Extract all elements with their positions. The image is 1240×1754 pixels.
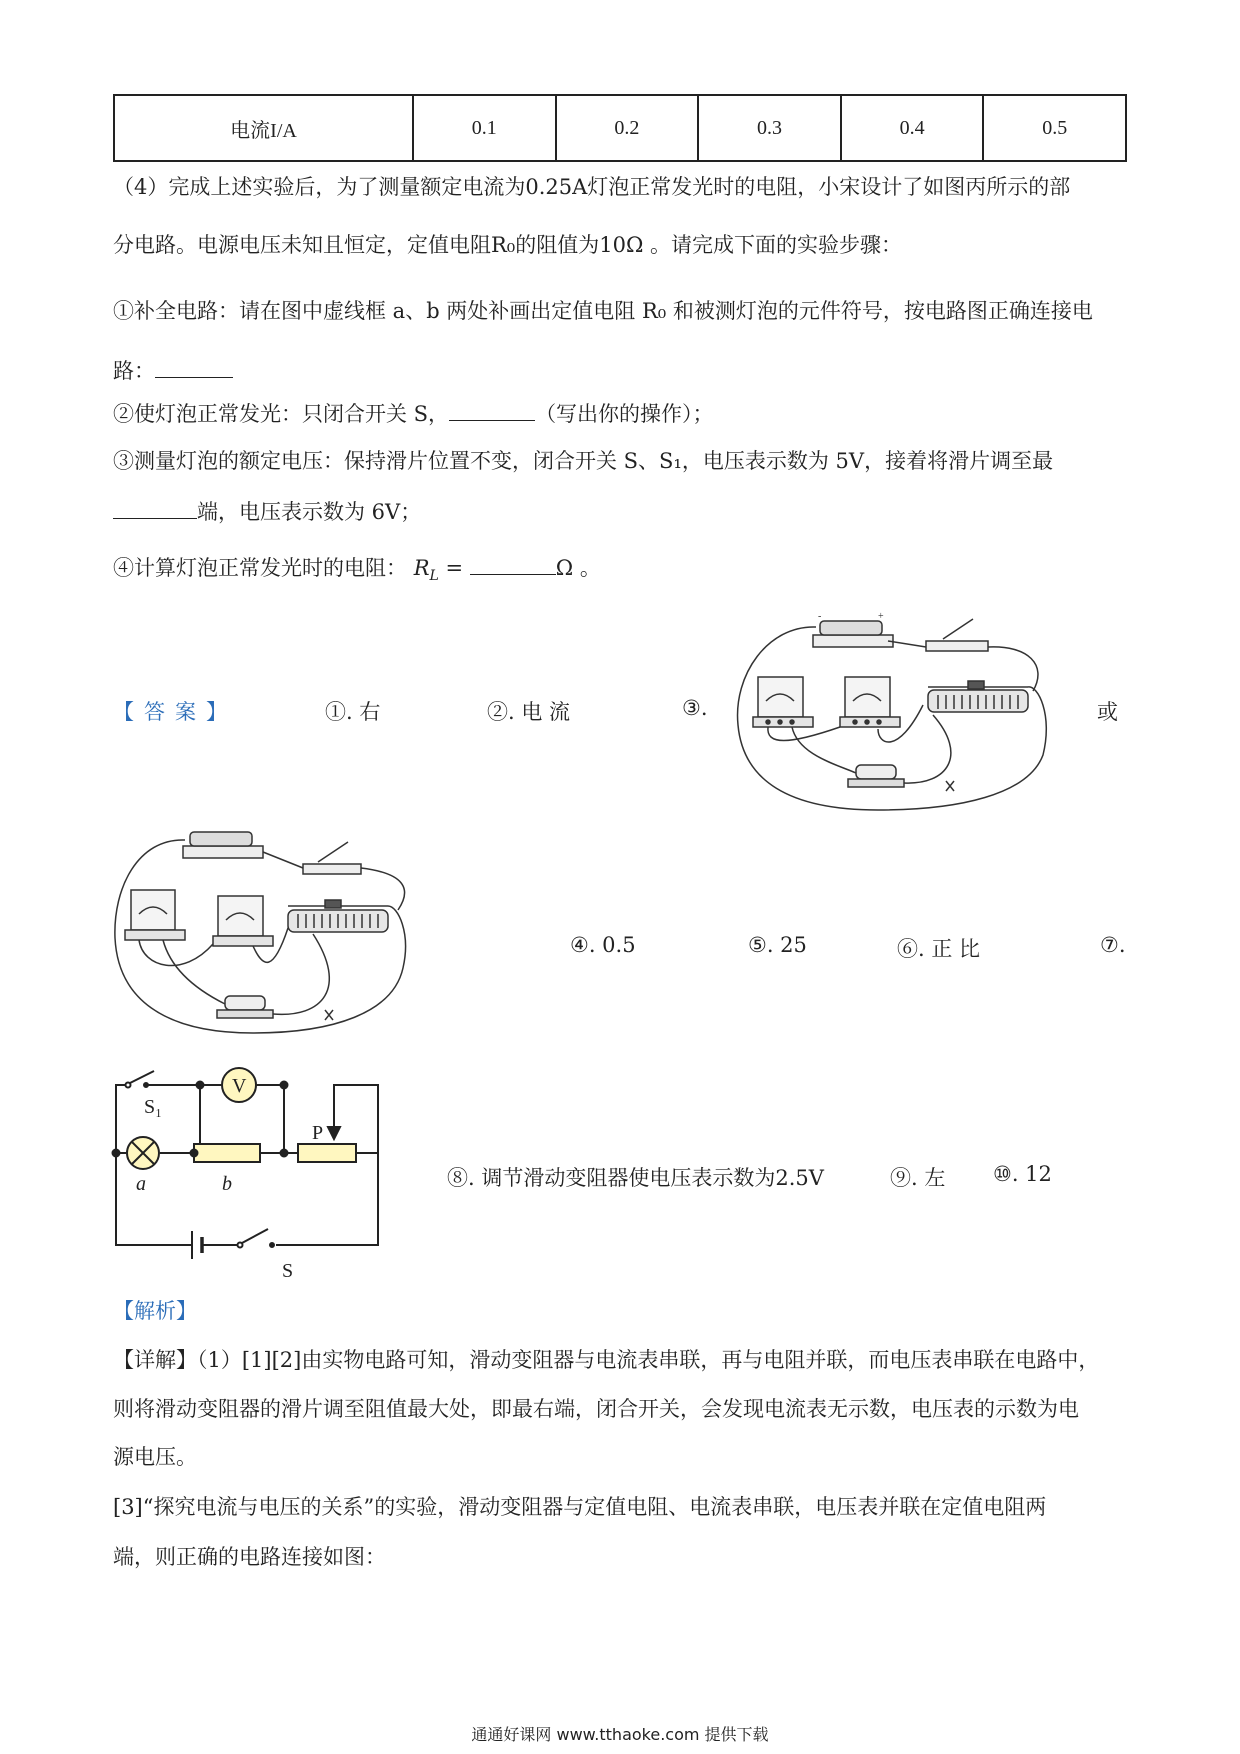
table-cell: 0.5 [983, 95, 1126, 161]
step2-line [113, 398, 714, 429]
ohm-unit: Ω 。 [555, 556, 601, 580]
current-table [113, 94, 1127, 162]
wire [256, 1085, 284, 1153]
answer-7: ⑦. [1100, 933, 1126, 957]
circuit-schematic [106, 1065, 396, 1280]
resistor-icon [217, 996, 273, 1018]
resistor-b-icon [194, 1144, 260, 1162]
answer-5: ⑤. 25 [748, 933, 807, 957]
label-a: a [136, 1173, 146, 1195]
step1-line2 [113, 355, 233, 386]
step2-text: ②使灯泡正常发光：只闭合开关 S， [113, 402, 450, 426]
rheostat-icon [288, 900, 388, 932]
answer-blank [449, 398, 535, 421]
step2-text-end: （写出你的操作）； [535, 402, 714, 426]
rl-subscript: L [429, 568, 439, 585]
voltmeter-icon [840, 677, 900, 727]
step4-line [113, 552, 601, 591]
resistor-icon [848, 765, 904, 787]
rheostat-icon [298, 1105, 356, 1162]
step4-text: ④计算灯泡正常发光时的电阻： [113, 556, 407, 580]
equals-sign: = [438, 556, 470, 580]
lamp-icon [127, 1137, 159, 1169]
label-s1: S₁ [144, 1096, 163, 1118]
rl-symbol: R [413, 556, 430, 580]
switch-icon [926, 619, 988, 651]
circuit-photo-2 [113, 828, 445, 1040]
svg-text:+: + [878, 611, 884, 622]
answer-10: ⑩. 12 [993, 1162, 1052, 1186]
analysis-line: 源电压。 [113, 1445, 197, 1469]
battery-icon [183, 832, 263, 858]
label-s: S [282, 1260, 294, 1280]
step1-line: ①补全电路：请在图中虚线框 a、b 两处补画出定值电阻 R₀ 和被测灯泡的元件符号，按电路图正确连接电 [113, 299, 1093, 323]
answer-4: ④. 0.5 [570, 933, 636, 957]
table-header-cell: 电流I/A [114, 95, 413, 161]
table-row [114, 95, 1126, 161]
voltmeter-icon [222, 1068, 256, 1102]
voltmeter-label: V [232, 1075, 247, 1097]
table-cell: 0.3 [698, 95, 841, 161]
junction-dot [281, 1082, 288, 1089]
answer-blank [113, 496, 197, 519]
step3-line: ③测量灯泡的额定电压：保持滑片位置不变，闭合开关 S、S₁，电压表示数为 5V，接着将滑片调至最 [113, 449, 1054, 473]
voltmeter-icon [213, 896, 273, 946]
ammeter-icon [753, 677, 813, 727]
analysis-line: 端，则正确的电路连接如图： [113, 1545, 386, 1569]
wire [116, 1120, 191, 1245]
wire [276, 1085, 378, 1245]
table-cell: 0.1 [413, 95, 556, 161]
answer-blank [470, 552, 556, 575]
answer-8: ⑧. 调节滑动变阻器使电压表示数为2.5V [447, 1166, 824, 1190]
ammeter-icon [125, 890, 185, 940]
analysis-line: 则将滑动变阻器的滑片调至阻值最大处，即最右端，闭合开关，会发现电流表无示数，电压表的示数为电 [113, 1397, 1079, 1421]
question-line: 分电路。电源电压未知且恒定，定值电阻R₀的阻值为10Ω 。请完成下面的实验步骤： [113, 233, 903, 257]
answer-blank [155, 355, 233, 378]
analysis-line: [3]“探究电流与电压的关系”的实验，滑动变阻器与定值电阻、电流表串联，电压表并联在定值电阻两 [113, 1495, 1047, 1519]
table-cell: 0.2 [556, 95, 699, 161]
wire [116, 1085, 126, 1120]
junction-dot [281, 1150, 288, 1157]
answer-6: ⑥. 正 比 [897, 937, 981, 961]
answer-9: ⑨. 左 [890, 1166, 946, 1190]
circuit-photo-1 [728, 605, 1060, 817]
analysis-line: 【详解】（1）[1][2]由实物电路可知，滑动变阻器与电流表串联，再与电阻并联，而电压表串联在电路中， [113, 1348, 1100, 1372]
label-b: b [222, 1173, 232, 1195]
answer-2: ②. 电 流 [487, 700, 571, 724]
rheostat-icon [928, 681, 1028, 712]
step3-line2 [113, 496, 421, 527]
label-p: P [312, 1122, 324, 1144]
answer-tag: 【答案】 [113, 700, 237, 724]
answer-3: ③. [682, 696, 708, 720]
switch-s-icon [238, 1229, 275, 1248]
table-cell: 0.4 [841, 95, 984, 161]
page-footer: 通通好课网 www.tthaoke.com 提供下载 [471, 1725, 769, 1744]
battery-icon [192, 1231, 216, 1259]
step3-text: 端，电压表示数为 6V； [197, 500, 422, 524]
answer-1: ①. 右 [325, 700, 381, 724]
junction-dot [191, 1150, 198, 1157]
answer-or: 或 [1097, 700, 1118, 724]
analysis-title: 【解析】 [113, 1299, 197, 1323]
switch-icon [303, 842, 361, 874]
question-line: （4）完成上述实验后，为了测量额定电流为0.25A灯泡正常发光时的电阻，小宋设计了如图丙所示的部 [113, 175, 1071, 199]
step1-text: 路： [113, 359, 155, 383]
junction-dot [197, 1082, 204, 1089]
battery-icon [813, 611, 893, 647]
svg-text:-: - [818, 611, 822, 622]
junction-dot [113, 1150, 120, 1157]
